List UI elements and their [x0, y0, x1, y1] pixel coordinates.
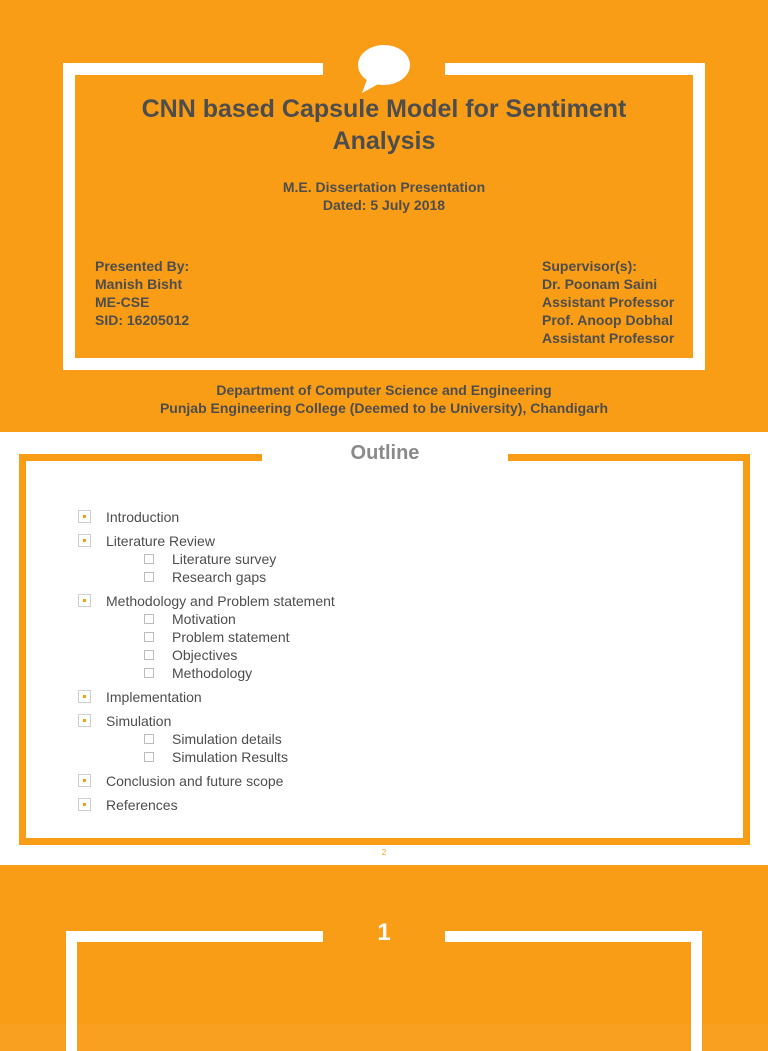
outline-title: Outline [350, 442, 420, 464]
outline-item [78, 712, 335, 766]
presentation-date: Dated: 5 July 2018 [322, 197, 446, 213]
outline-subitem-label: Motivation [172, 611, 236, 627]
outline-item-label: Literature Review [106, 533, 215, 549]
title-slide [0, 0, 768, 432]
outline-item [78, 688, 335, 706]
sub-bullet-icon [144, 734, 154, 744]
outline-subitem-label: Objectives [172, 647, 238, 663]
bullet-icon [78, 510, 91, 523]
outline-subitem [106, 568, 335, 586]
outline-subitem-label: Problem statement [172, 629, 290, 645]
sub-bullet-icon [144, 572, 154, 582]
outline-subitem [106, 646, 335, 664]
presenter-block: Presented By: Manish Bisht ME-CSE SID: 16205012 [95, 258, 190, 328]
sub-bullet-icon [144, 650, 154, 660]
outline-subitem-label: Literature survey [172, 551, 277, 567]
sub-bullet-icon [144, 668, 154, 678]
institution [0, 381, 768, 417]
outline-subitem [106, 664, 335, 682]
outline-sublist [106, 550, 335, 586]
outline-item-label: Methodology and Problem statement [106, 593, 335, 609]
outline-subitem [106, 748, 335, 766]
outline-list [78, 508, 335, 814]
sub-bullet-icon [144, 614, 154, 624]
outline-item [78, 796, 335, 814]
outline-item-label: Introduction [106, 509, 180, 525]
outline-subitem [106, 628, 335, 646]
outline-subitem-label: Methodology [172, 665, 253, 681]
bullet-icon [78, 798, 91, 811]
outline-item-label: Conclusion and future scope [106, 773, 284, 789]
bullet-icon [78, 714, 91, 727]
bullet-icon [78, 690, 91, 703]
outline-sublist [106, 730, 335, 766]
outline-item-label: Implementation [106, 689, 202, 705]
outline-item-label: References [106, 797, 178, 813]
outline-subitem [106, 730, 335, 748]
speech-bubble-icon [356, 43, 412, 95]
department-name: Department of Computer Science and Engineering [216, 382, 552, 398]
bullet-icon [78, 774, 91, 787]
outline-item [78, 592, 335, 682]
presentation-title: CNN based Capsule Model for Sentiment Analysis [141, 95, 627, 155]
outline-subitem [106, 550, 335, 568]
supervisor-block: Supervisor(s): Dr. Poonam Saini Assistant Professor Prof. Anoop Dobhal Assistant Professor [542, 258, 675, 346]
bullet-icon [78, 534, 91, 547]
section-slide [0, 865, 768, 1024]
section-number: 1 [377, 919, 391, 946]
outline-sublist [106, 610, 335, 682]
outline-subitem-label: Simulation details [172, 731, 282, 747]
outline-subitem-label: Research gaps [172, 569, 267, 585]
page-number: 2 [381, 848, 387, 857]
outline-subitem-label: Simulation Results [172, 749, 288, 765]
outline-item [78, 508, 335, 526]
bullet-icon [78, 594, 91, 607]
outline-slide [0, 432, 768, 865]
college-name: Punjab Engineering College (Deemed to be University), Chandigarh [159, 400, 609, 416]
outline-subitem [106, 610, 335, 628]
outline-item-label: Simulation [106, 713, 172, 729]
sub-bullet-icon [144, 554, 154, 564]
presenter-name: Manish Bisht [95, 276, 183, 292]
presentation-subtitle: M.E. Dissertation Presentation Dated: 5 July 2018 [90, 178, 678, 214]
sub-bullet-icon [144, 752, 154, 762]
section-frame [66, 931, 702, 1051]
outline-item [78, 532, 335, 586]
sub-bullet-icon [144, 632, 154, 642]
outline-item [78, 772, 335, 790]
